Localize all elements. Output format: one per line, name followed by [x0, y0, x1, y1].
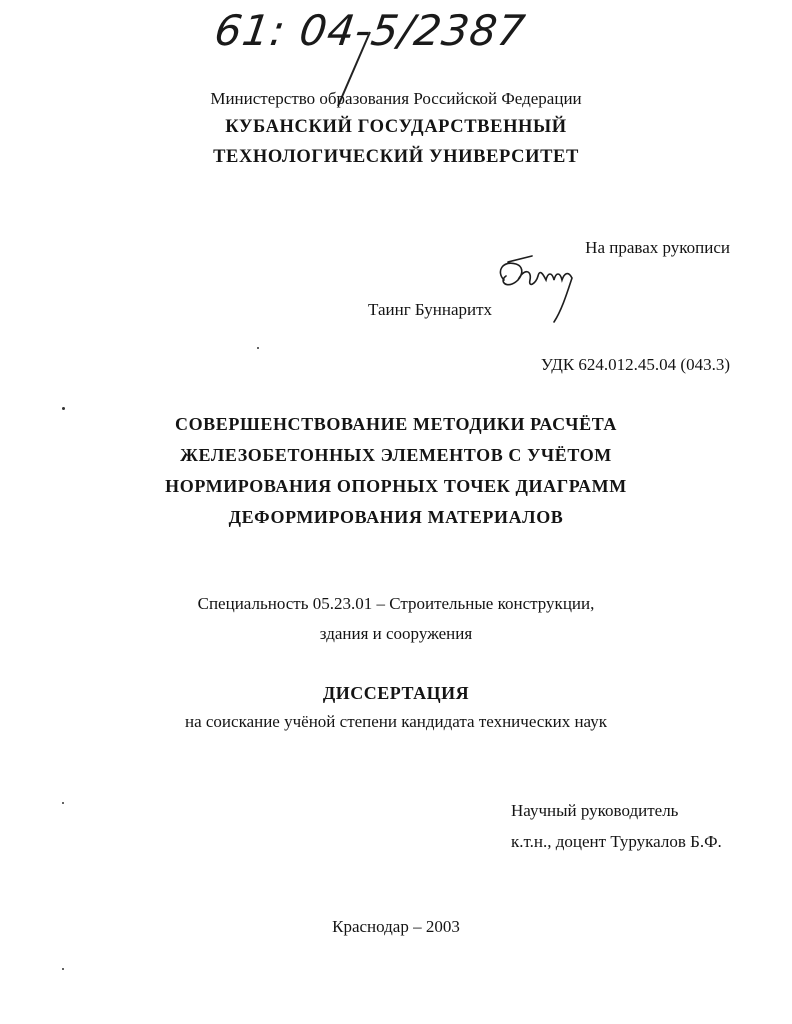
author-signature [492, 250, 587, 325]
thesis-title-line: СОВЕРШЕНСТВОВАНИЕ МЕТОДИКИ РАСЧЁТА [174, 414, 618, 434]
author-name: Таинг Буннаритх [368, 300, 493, 319]
scan-speck [257, 347, 259, 349]
city-year: Краснодар – 2003 [332, 917, 460, 936]
scan-speck [62, 802, 64, 804]
university-name-line-1: КУБАНСКИЙ ГОСУДАРСТВЕННЫЙ [225, 117, 567, 137]
rights-note: На правах рукописи [585, 238, 730, 257]
university-name-line-2: ТЕХНОЛОГИЧЕСКИЙ УНИВЕРСИТЕТ [213, 147, 579, 167]
thesis-title-line: ДЕФОРМИРОВАНИЯ МАТЕРИАЛОВ [228, 507, 564, 527]
supervisor-name: к.т.н., доцент Турукалов Б.Ф. [511, 832, 722, 851]
scan-speck [62, 968, 64, 970]
specialty-line-2: здания и сооружения [319, 624, 473, 643]
scan-speck [62, 407, 65, 410]
thesis-title-line: НОРМИРОВАНИЯ ОПОРНЫХ ТОЧЕК ДИАГРАММ [165, 476, 627, 496]
handwritten-archive-number: 61: 04-5/2387 [211, 6, 529, 55]
supervisor-label: Научный руководитель [511, 801, 679, 820]
document-type: ДИССЕРТАЦИЯ [322, 683, 470, 703]
thesis-title-line: ЖЕЛЕЗОБЕТОННЫХ ЭЛЕМЕНТОВ С УЧЁТОМ [180, 445, 612, 465]
specialty-line-1: Специальность 05.23.01 – Строительные конструкции, [197, 594, 595, 613]
udk-code: УДК 624.012.45.04 (043.3) [540, 355, 730, 374]
degree-description: на соискание учёной степени кандидата технических наук [184, 712, 607, 731]
ministry-name: Министерство образования Российской Федерации [210, 89, 582, 108]
